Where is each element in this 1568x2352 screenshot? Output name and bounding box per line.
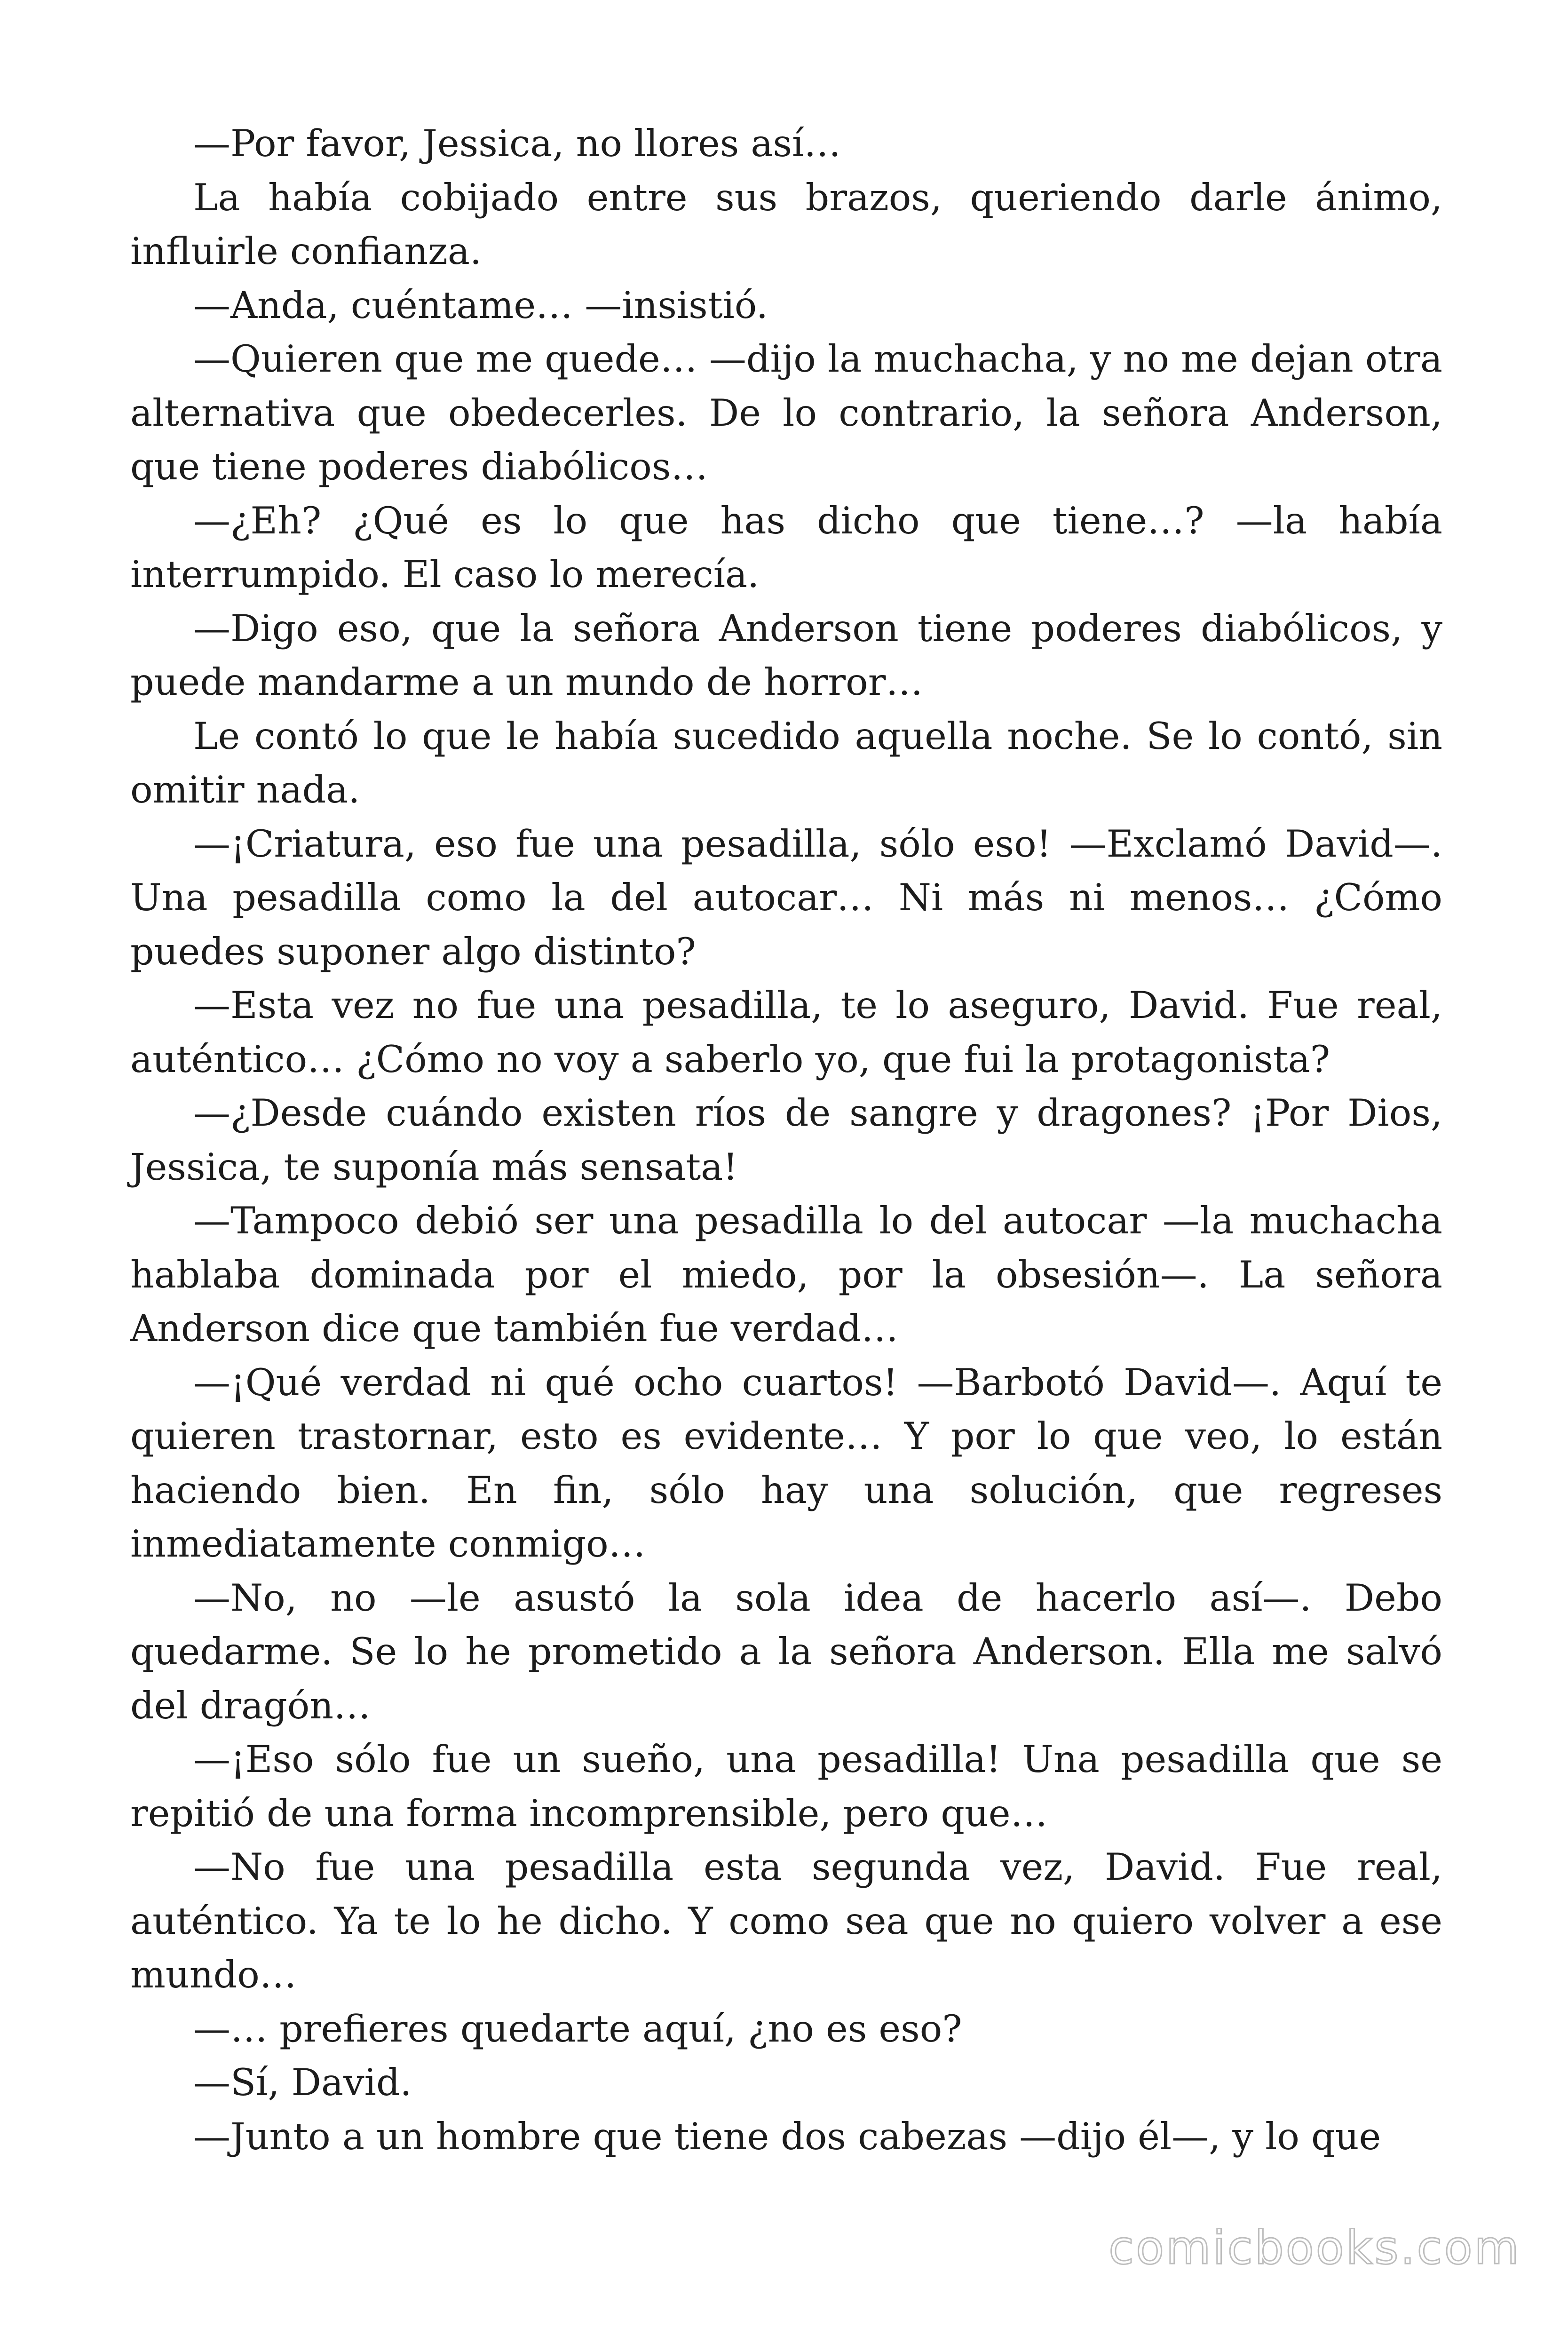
- paragraph: —¿Desde cuándo existen ríos de sangre y dragones? ¡Por Dios, Jessica, te suponía más sensata!: [130, 1091, 1442, 1189]
- paragraph: —¿Eh? ¿Qué es lo que has dicho que tiene…? —la había interrumpido. El caso lo merecía.: [130, 499, 1442, 596]
- paragraph: —Anda, cuéntame… —insistió.: [193, 283, 768, 327]
- paragraph: —¡Eso sólo fue un sueño, una pesadilla! Una pesadilla que se repitió de una forma incomprensible, pero que…: [130, 1738, 1442, 1835]
- paragraph: —Por favor, Jessica, no llores así…: [193, 122, 841, 165]
- paragraph: —Sí, David.: [193, 2061, 412, 2104]
- paragraph: Le contó lo que le había sucedido aquella noche. Se lo contó, sin omitir nada.: [130, 714, 1442, 811]
- page-text: [130, 117, 1442, 2163]
- paragraph: —No fue una pesadilla esta segunda vez, David. Fue real, auténtico. Ya te lo he dicho. Y como sea que no quiero volver a ese mundo…: [130, 1845, 1442, 1996]
- watermark-text: comicbooks.com: [1109, 2221, 1521, 2275]
- paragraph: —Digo eso, que la señora Anderson tiene poderes diabólicos, y puede mandarme a un mundo de horror…: [130, 606, 1442, 704]
- paragraph: —Quieren que me quede… —dijo la muchacha, y no me dejan otra alternativa que obedecerles. De lo contrario, la señora Anderson, que tiene poderes diabólicos…: [130, 337, 1442, 488]
- paragraph: —¡Qué verdad ni qué ocho cuartos! —Barbotó David—. Aquí te quieren trastornar, esto es evidente… Y por lo que veo, lo están haciendo bien. En fin, sólo hay una solución, que regreses inmediatamente conmigo…: [130, 1360, 1442, 1565]
- paragraph: —Esta vez no fue una pesadilla, te lo aseguro, David. Fue real, auténtico… ¿Cómo no voy a saberlo yo, que fui la protagonista?: [130, 984, 1442, 1081]
- paragraph: —No, no —le asustó la sola idea de hacerlo así—. Debo quedarme. Se lo he prometido a la señora Anderson. Ella me salvó del dragón…: [130, 1576, 1442, 1727]
- paragraph: —Junto a un hombre que tiene dos cabezas —dijo él—, y lo que: [193, 2114, 1381, 2158]
- paragraph: La había cobijado entre sus brazos, queriendo darle ánimo, influirle confianza.: [130, 175, 1442, 273]
- paragraph: —Tampoco debió ser una pesadilla lo del autocar —la muchacha hablaba dominada por el miedo, por la obsesión—. La señora Anderson dice que también fue verdad…: [130, 1199, 1442, 1350]
- paragraph: —¡Criatura, eso fue una pesadilla, sólo eso! —Exclamó David—. Una pesadilla como la del autocar… Ni más ni menos… ¿Cómo puedes suponer algo distinto?: [130, 822, 1442, 973]
- paragraph: —… prefieres quedarte aquí, ¿no es eso?: [193, 2007, 962, 2050]
